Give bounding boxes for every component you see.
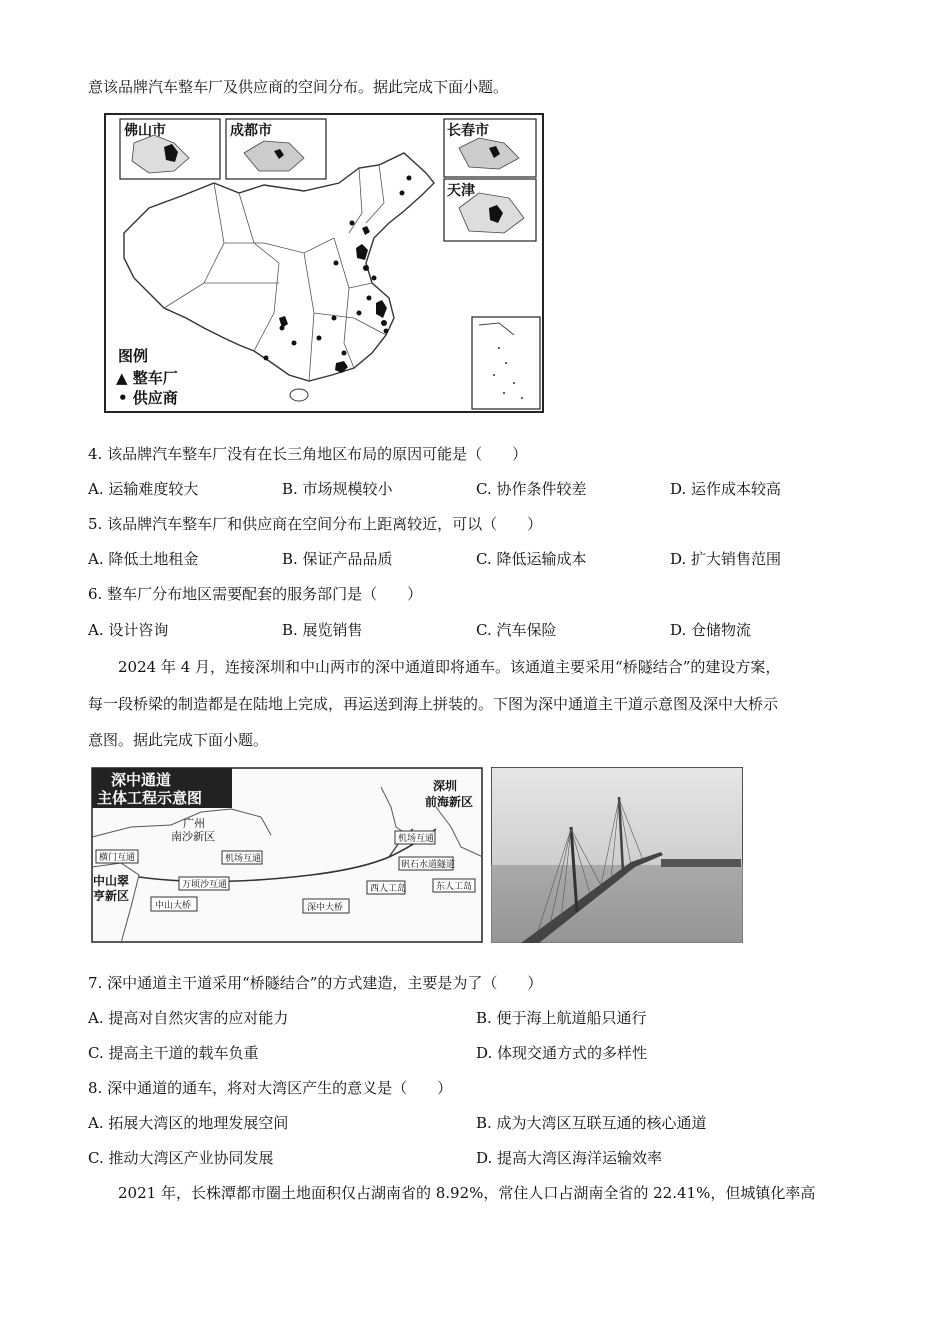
bridge-photo (491, 767, 743, 943)
bridge-photo-svg (491, 767, 743, 943)
q7-option-c[interactable]: C. 提高主干道的载车负重 (88, 1044, 259, 1062)
legend-item-supplier: • 供应商 (118, 389, 178, 407)
place-qianhai: 前海新区 (425, 795, 474, 809)
schematic-title-1: 深中通道 (111, 771, 172, 789)
box-airport-east: 机场互通 (398, 834, 435, 844)
q7-option-d[interactable]: D. 体现交通方式的多样性 (476, 1044, 648, 1062)
china-map-svg (104, 113, 544, 413)
inset-label-changchun: 长春市 (447, 123, 489, 139)
box-hengmen: 横门互通 (99, 853, 136, 863)
place-hengxinqu: 亨新区 (93, 889, 130, 903)
q6-option-c[interactable]: C. 汽车保险 (476, 621, 557, 639)
q8-option-b[interactable]: B. 成为大湾区互联互通的核心通道 (476, 1114, 707, 1132)
inset-label-tianjin: 天津 (447, 183, 475, 199)
q8-option-a[interactable]: A. 拓展大湾区的地理发展空间 (88, 1114, 289, 1132)
box-west-island: 西人工岛 (370, 884, 407, 894)
q5-option-b[interactable]: B. 保证产品品质 (282, 550, 393, 568)
question-8-stem: 8. 深中通道的通车，将对大湾区产生的意义是（ ） (88, 1079, 453, 1097)
schematic-title-2: 主体工程示意图 (97, 789, 203, 807)
legend-title: 图例 (118, 347, 149, 365)
box-shenzhong-bridge: 深中大桥 (307, 903, 344, 913)
passage2-line-2: 每一段桥梁的制造都是在陆地上完成，再运送到海上拼装的。下图为深中通道主干道示意图及深中大桥示 (88, 695, 779, 713)
passage2-line-1: 2024 年 4 月，连接深圳和中山两市的深中通道即将通车。该通道主要采用“桥隧结合”的建设方案， (118, 658, 781, 676)
china-map-figure (104, 113, 544, 413)
q5-option-c[interactable]: C. 降低运输成本 (476, 550, 587, 568)
q4-option-b[interactable]: B. 市场规模较小 (282, 480, 393, 498)
q6-option-d[interactable]: D. 仓储物流 (670, 621, 752, 639)
q8-option-c[interactable]: C. 推动大湾区产业协同发展 (88, 1149, 274, 1167)
intro-text: 意该品牌汽车整车厂及供应商的空间分布。据此完成下面小题。 (88, 78, 509, 96)
box-wanqingsha: 万顷沙互通 (182, 880, 228, 890)
box-zhongshan-bridge: 中山大桥 (155, 901, 192, 911)
q7-option-b[interactable]: B. 便于海上航道船只通行 (476, 1009, 647, 1027)
legend-item-manufacturer: ▲ 整车厂 (116, 369, 178, 387)
q6-option-b[interactable]: B. 展览销售 (282, 621, 363, 639)
question-4-stem: 4. 该品牌汽车整车厂没有在长三角地区布局的原因可能是（ ） (88, 445, 528, 463)
shenzhong-schematic-figure (91, 767, 483, 943)
inset-label-foshan: 佛山市 (124, 123, 166, 139)
q4-option-d[interactable]: D. 运作成本较高 (670, 480, 782, 498)
q7-option-a[interactable]: A. 提高对自然灾害的应对能力 (88, 1009, 289, 1027)
question-7-stem: 7. 深中通道主干道采用“桥隧结合”的方式建造，主要是为了（ ） (88, 974, 543, 992)
question-5-stem: 5. 该品牌汽车整车厂和供应商在空间分布上距离较近，可以（ ） (88, 515, 543, 533)
inset-label-chengdu: 成都市 (230, 123, 272, 139)
inset-south-china-sea (472, 317, 540, 409)
shenzhong-schematic-svg (91, 767, 483, 943)
q4-option-a[interactable]: A. 运输难度较大 (88, 480, 199, 498)
q6-option-a[interactable]: A. 设计咨询 (88, 621, 169, 639)
passage3-line-1: 2021 年，长株潭都市圈土地面积仅占湖南省的 8.92%，常住人口占湖南全省的 22.41%，但城镇化率高 (118, 1184, 816, 1202)
place-zhongshan-cui: 中山翠 (93, 874, 130, 888)
box-fanshi-tunnel: 矾石水道隧道 (401, 860, 456, 870)
q4-option-c[interactable]: C. 协作条件较差 (476, 480, 587, 498)
q5-option-a[interactable]: A. 降低土地租金 (88, 550, 199, 568)
box-east-island: 东人工岛 (436, 882, 473, 892)
question-6-stem: 6. 整车厂分布地区需要配套的服务部门是（ ） (88, 585, 423, 603)
q8-option-d[interactable]: D. 提高大湾区海洋运输效率 (476, 1149, 663, 1167)
place-nansha: 南沙新区 (171, 830, 215, 843)
box-airport-west: 机场互通 (225, 854, 262, 864)
passage2-line-3: 意图。据此完成下面小题。 (88, 731, 269, 749)
place-shenzhen: 深圳 (433, 779, 458, 793)
q5-option-d[interactable]: D. 扩大销售范围 (670, 550, 782, 568)
place-guangzhou: 广州 (183, 817, 205, 830)
